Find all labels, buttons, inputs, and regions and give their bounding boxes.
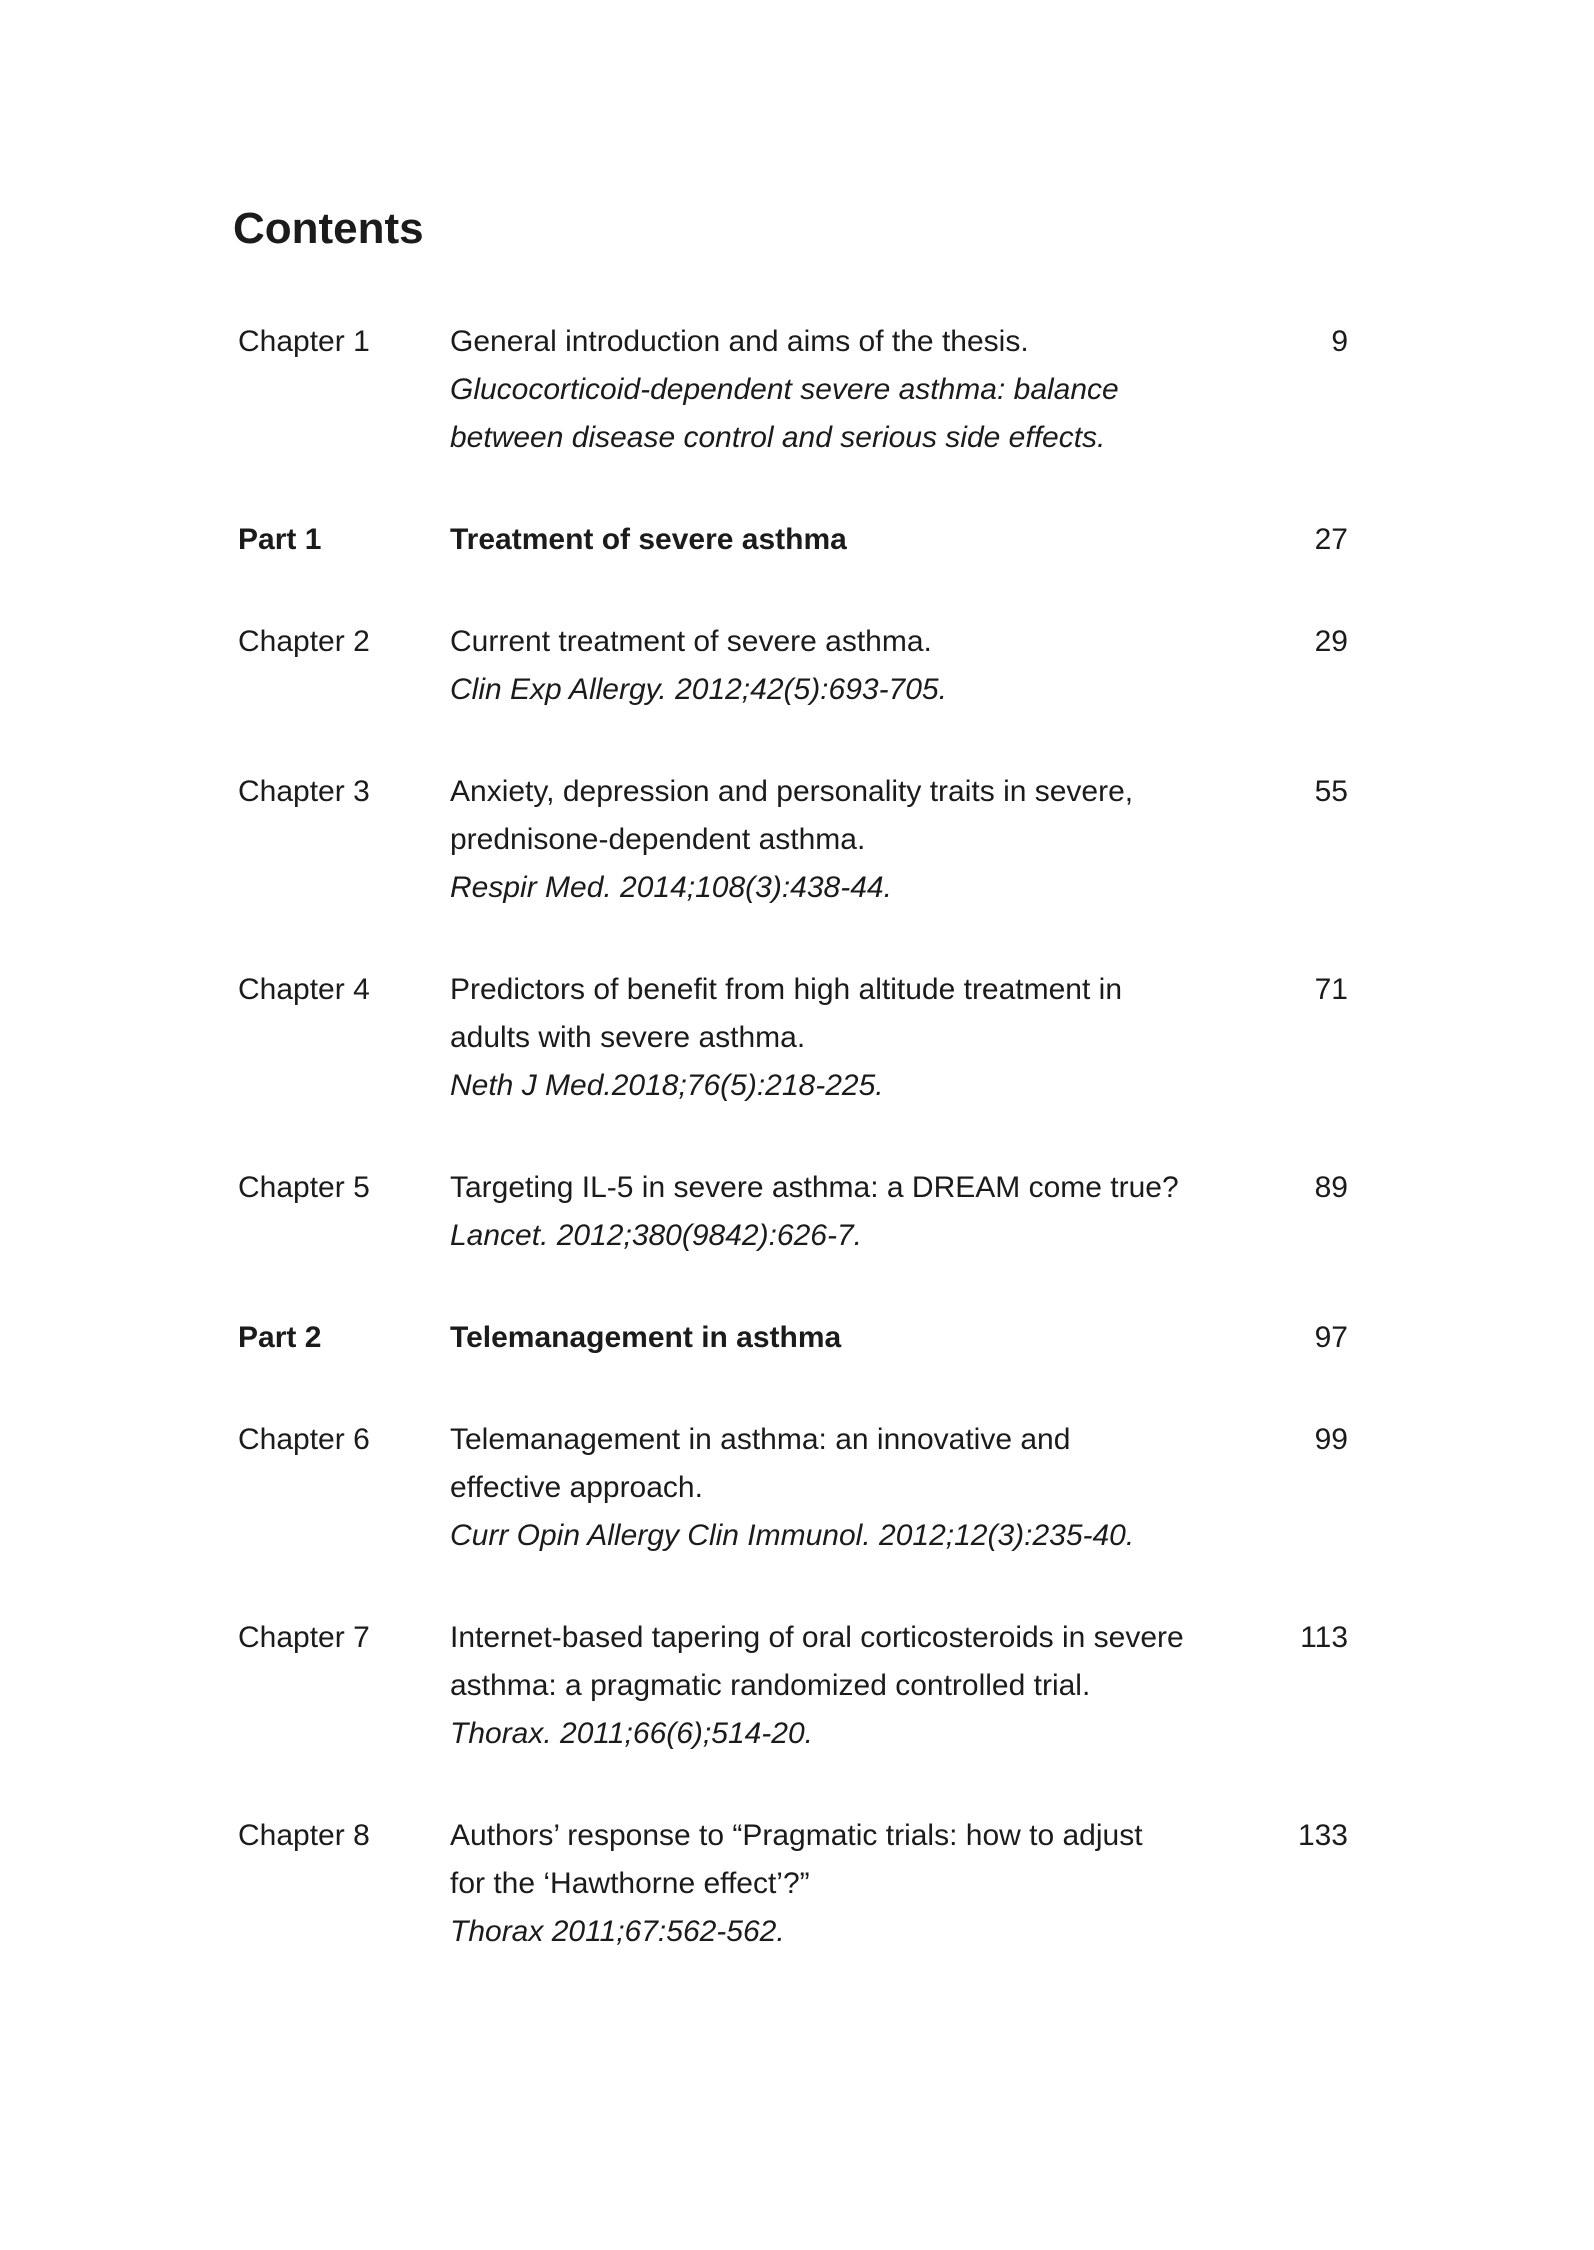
toc-entry-chapter-6 [238,1416,1348,1560]
entry-citation-line: Neth J Med.2018;76(5):218-225. [450,1069,884,1102]
entry-title-line: General introduction and aims of the thesis. [450,325,1029,358]
entry-title [450,516,1238,564]
entry-citation-line: Glucocorticoid-dependent severe asthma: balance [450,373,1119,406]
page-title: Contents [233,204,424,253]
entry-label: Chapter 6 [238,1423,370,1456]
entry-title-line: adults with severe asthma. [450,1021,806,1054]
entry-title [450,1416,1238,1560]
entry-citation-line: Thorax 2011;67:562-562. [450,1915,785,1948]
entry-title [450,1164,1238,1260]
table-of-contents [238,318,1348,1956]
entry-title [450,318,1238,462]
entry-page-number: 9 [1331,325,1348,358]
toc-entry-chapter-8 [238,1812,1348,1956]
entry-label: Chapter 7 [238,1621,370,1654]
entry-citation-line: Clin Exp Allergy. 2012;42(5):693-705. [450,673,947,706]
entry-label: Part 1 [238,523,322,556]
entry-title-line: Telemanagement in asthma: an innovative and [450,1423,1071,1456]
entry-page-number: 99 [1314,1423,1348,1456]
entry-title-line: Treatment of severe asthma [450,523,847,556]
entry-label: Chapter 1 [238,325,370,358]
entry-label: Chapter 4 [238,973,370,1006]
entry-title-line: Predictors of benefit from high altitude treatment in [450,973,1123,1006]
entry-page-number: 97 [1314,1321,1348,1354]
entry-citation-line: Lancet. 2012;380(9842):626-7. [450,1219,862,1252]
entry-citation-line: Thorax. 2011;66(6);514-20. [450,1717,814,1750]
entry-page-number: 113 [1300,1621,1348,1654]
entry-title [450,1614,1238,1758]
toc-entry-chapter-1 [238,318,1348,462]
entry-label: Chapter 3 [238,775,370,808]
entry-title [450,618,1238,714]
toc-entry-chapter-3 [238,768,1348,912]
entry-title [450,966,1238,1110]
entry-title-line: for the ‘Hawthorne effect’?” [450,1867,810,1900]
entry-title-line: effective approach. [450,1471,703,1504]
entry-title [450,1314,1238,1362]
entry-page-number: 27 [1314,523,1348,556]
entry-page-number: 89 [1314,1171,1348,1204]
toc-entry-part-1 [238,516,1348,564]
entry-title [450,1812,1238,1956]
toc-entry-chapter-5 [238,1164,1348,1260]
entry-citation-line: between disease control and serious side effects. [450,421,1106,454]
toc-entry-part-2 [238,1314,1348,1362]
entry-title-line: Targeting IL-5 in severe asthma: a DREAM come true? [450,1171,1179,1204]
entry-label: Chapter 2 [238,625,370,658]
entry-title-line: Internet-based tapering of oral corticosteroids in severe [450,1621,1184,1654]
toc-entry-chapter-7 [238,1614,1348,1758]
entry-page-number: 29 [1314,625,1348,658]
entry-title [450,768,1238,912]
entry-label: Part 2 [238,1321,322,1354]
entry-page-number: 55 [1314,775,1348,808]
toc-entry-chapter-4 [238,966,1348,1110]
entry-title-line: Anxiety, depression and personality traits in severe, [450,775,1134,808]
entry-page-number: 133 [1297,1819,1348,1852]
entry-citation-line: Curr Opin Allergy Clin Immunol. 2012;12(3):235-40. [450,1519,1135,1552]
entry-citation-line: Respir Med. 2014;108(3):438-44. [450,871,892,904]
entry-label: Chapter 8 [238,1819,370,1852]
entry-title-line: prednisone-dependent asthma. [450,823,866,856]
entry-title-line: asthma: a pragmatic randomized controlled trial. [450,1669,1091,1702]
entry-title-line: Current treatment of severe asthma. [450,625,932,658]
entry-page-number: 71 [1314,973,1348,1006]
entry-title-line: Authors’ response to “Pragmatic trials: how to adjust [450,1819,1143,1852]
entry-title-line: Telemanagement in asthma [450,1321,842,1354]
toc-entry-chapter-2 [238,618,1348,714]
entry-label: Chapter 5 [238,1171,370,1204]
